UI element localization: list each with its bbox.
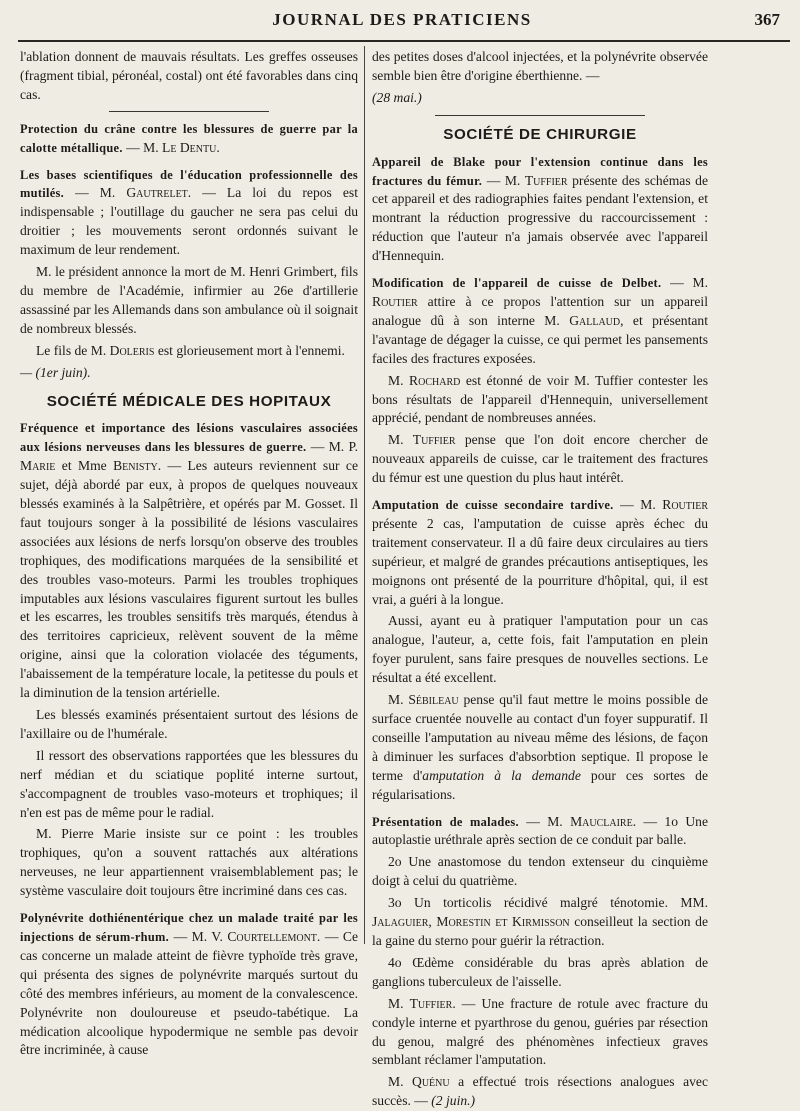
author-name: Routier	[372, 293, 418, 309]
paragraph: Aussi, ayant eu à pratiquer l'amputation pour un cas analogue, l'auteur, a, cette fois, fait l'amputation en plein foyer purulent, sans faire presques de nouvelles sections. Le résultat a été excellent.	[372, 613, 708, 686]
paragraph-death-notice: M. le président annonce la mort de M. Henri Grimbert, fils du membre de l'Académie, infirmier au 26e d'artillerie assassiné par les Allemands dans son ambulance où il soignait de nombreux blessés.	[20, 264, 358, 336]
entry-education-mutiles: Les bases scientifiques de l'éducation professionnelle des mutilés. — M. Gautrelet. — La loi du repos est indispensable ; l'outillage du gaucher ne sera pas celui du droitier ; les mouvements seront ordonnés suivant le maximum de leur rendement.	[20, 167, 358, 258]
author-name: Courtellemont	[227, 928, 317, 944]
author-name: Gautrelet	[126, 185, 188, 201]
continuation-paragraph: des petites doses d'alcool injectées, et la polynévrite observée semble bien être d'origine éberthienne. —	[372, 49, 708, 83]
paragraph: Il ressort des observations rapportées que les blessures du nerf médian et du sciatique poplité interne surtout, s'accompagnent de troubles vaso-moteurs et trophiques; il n'en est pas de même pour le radial.	[20, 747, 358, 820]
author-name: Benisty	[113, 458, 158, 474]
entry-protection-crane: Protection du crâne contre les blessures de guerre par la calotte métallique. — M. Le Dentu.	[20, 121, 358, 155]
author-name: Gallaud	[569, 312, 621, 328]
entry-amputation-cuisse: Amputation de cuisse secondaire tardive. — M. Routier présente 2 cas, l'amputation de cuisse après échec du traitement conservateur. Il a dû faire deux circulaires au tiers supérieur, et malgré de grandes précautions antiseptiques, les moignons ont présenté de la pourriture d'hôpital, qui, il est vrai, a guéri à la longue.	[372, 497, 708, 607]
date-line: (28 mai.)	[372, 89, 422, 105]
author-name: Quénu	[412, 1074, 450, 1090]
paragraph: 2o Une anastomose du tendon extenseur du cinquième doigt à celui du quatrième.	[372, 854, 708, 889]
author-name: Tuffier	[412, 432, 456, 448]
paragraph-son: Le fils de M. Doleris est glorieusement mort à l'ennemi.	[36, 342, 345, 358]
page-header	[18, 6, 786, 34]
paragraph: M. Sébileau pense qu'il faut mettre le moins possible de surface cruentée nouvelle au contact d'un foyer suppuratif. Il conseille l'amputation au niveau même des lésions, de façon à diminuer les surfaces d'absorbtion septique. Il propose le terme d'amputation à la demande pour ces sortes de régularisations.	[372, 692, 708, 802]
author-name: Jalaguier, Morestin et Kirmisson	[372, 914, 570, 930]
paragraph: M. Quénu a effectué trois résections analogues avec succès. — (2 juin.)	[372, 1074, 708, 1109]
running-title: JOURNAL DES PRATICIENS	[272, 10, 532, 29]
entry-title: Protection du crâne contre les blessures de guerre par la calotte métallique.	[20, 121, 358, 155]
separator	[435, 115, 645, 116]
entry-title: Présentation de malades.	[372, 814, 519, 829]
entry-title: Amputation de cuisse secondaire tardive.	[372, 498, 614, 513]
entry-title: Polynévrite dothiénentérique chez un malade traité par les injections de sérum-rhum.	[20, 911, 358, 944]
entry-lesions-vasculaires: Fréquence et importance des lésions vasculaires associées aux lésions nerveuses dans les blessures de guerre. — M. P. Marie et Mme Benisty. — Les auteurs reviennent sur ce sujet, déjà abordé par eux, à propos de quelques nouveaux blessés examinés à la Salpêtrière, et opérés par M. Gosset. Il faut toujours songer à la possibilité de lésions vasculaires associées aux lésions de nerfs lorsqu'on observe des troubles trophiques, des modifications marquées de la sensibilité et des troubles vaso-moteurs. Parmi les troubles trophiques imputables aux lésions vasculaires figurent surtout les bulles et les escarres, les troubles sensitifs très marqués, étendus à des territoires capricieux, relèvent souvent de la même origine, ainsi que la coloration violacée des téguments, l'abaissement de la température locale, la petitesse du pouls et la diminution de la tension artérielle.	[20, 421, 358, 701]
paragraph: M. Rochard est étonné de voir M. Tuffier contester les bons résultats de l'appareil d'Hennequin, universellement apprécié, pendant de nombreuses années.	[372, 372, 708, 426]
paragraph: 3o Un torticolis récidivé malgré ténotomie. MM. Jalaguier, Morestin et Kirmisson conseilleut la section de la gaine du sterno pour guérir la rétraction.	[372, 895, 708, 948]
author-name: Sébileau	[408, 692, 459, 708]
section-heading-hopitaux: SOCIÉTÉ MÉDICALE DES HOPITAUX	[46, 392, 332, 410]
author-name: Le Dentu	[162, 139, 217, 155]
author-name: Routier	[662, 497, 708, 513]
entry-presentation-malades: Présentation de malades. — M. Mauclaire. — 1o Une autoplastie uréthrale après section de ce conduit par balle.	[372, 813, 708, 848]
author-name: Doleris	[109, 342, 155, 358]
paragraph: 4o Œdème considérable du bras après ablation de ganglions tuberculeux de l'aisselle.	[372, 954, 708, 989]
entry-title: Appareil de Blake pour l'extension continue dans les fractures du fémur.	[372, 154, 708, 188]
date-line: (2 juin.)	[431, 1093, 476, 1109]
page-number: 367	[754, 10, 780, 29]
paragraph: M. Pierre Marie insiste sur ce point : les troubles trophiques, qu'on a souvent rattachés aux altérations nerveuses, ne leur appartiennent vraisemblablement pas; le système vasculaire doit toujours être incriminé dans ces cas.	[20, 826, 358, 899]
right-column	[372, 48, 708, 1109]
entry-polynevrite: Polynévrite dothiénentérique chez un malade traité par les injections de sérum-rhum. — M. V. Courtellemont. — Ce cas concerne un malade atteint de fièvre typhoïde très grave, qui présenta des signes de polynévrite marqués surtout du côté des membres inférieurs, au moment de la convalescence. Polynévrite non douloureuse et pseudo-tabétique. La médication alcoolique hypodermique ne semble pas devoir être incriminée, à cause	[20, 911, 358, 1058]
author-name: Rochard	[409, 372, 461, 388]
author-name: Mauclaire	[570, 813, 633, 829]
continuation-paragraph: l'ablation donnent de mauvais résultats. Les greffes osseuses (fragment tibial, péronéal, costal) ont été favorables dans cinq cas.	[20, 49, 358, 102]
author-name: Tuffier	[524, 172, 568, 188]
header-rule	[18, 40, 790, 42]
entry-title: Les bases scientifiques de l'éducation professionnelle des mutilés.	[20, 167, 358, 201]
column-divider	[364, 46, 365, 944]
paragraph: M. Tuffier. — Une fracture de rotule avec fracture du condyle interne et pyarthrose du genou, guéries par résection du genou, malgré des phénomènes infectieux graves semblant réclamer l'amputation.	[372, 995, 708, 1068]
entry-appareil-blake: Appareil de Blake pour l'extension continue dans les fractures du fémur. — M. Tuffier présente des schémas de cet appareil et des radiographies faites pendant l'extension, et montrant la réduction progressive du raccourcissement : réduction que l'auteur n'a jamais observée avec l'appareil d'Hennequin.	[372, 154, 708, 264]
author-name: Tuffier	[409, 995, 453, 1011]
left-column	[20, 48, 358, 1058]
date-line: — (1er juin).	[20, 364, 91, 380]
entry-title: Modification de l'appareil de cuisse de Delbet.	[372, 276, 662, 291]
entry-title: Fréquence et importance des lésions vasculaires associées aux lésions nerveuses dans les blessures de guerre.	[20, 421, 358, 455]
section-heading-chirurgie: SOCIÉTÉ DE CHIRURGIE	[443, 125, 637, 143]
separator	[109, 111, 269, 112]
paragraph: Les blessés examinés présentaient surtout des lésions de l'axillaire ou de l'humérale.	[20, 707, 358, 741]
author-name: Marie	[20, 458, 56, 474]
paragraph: M. Tuffier pense que l'on doit encore chercher de nouveaux appareils de cuisse, car le traitement des fractures du fémur est une question du plus haut intérêt.	[372, 432, 708, 486]
entry-appareil-delbet: Modification de l'appareil de cuisse de Delbet. — M. Routier attire à ce propos l'attention sur un appareil analogue dû à son interne M. Gallaud, et présentant l'avantage de dégager la cuisse, ce qui permet les pansements faciles des fractures exposées.	[372, 275, 708, 366]
